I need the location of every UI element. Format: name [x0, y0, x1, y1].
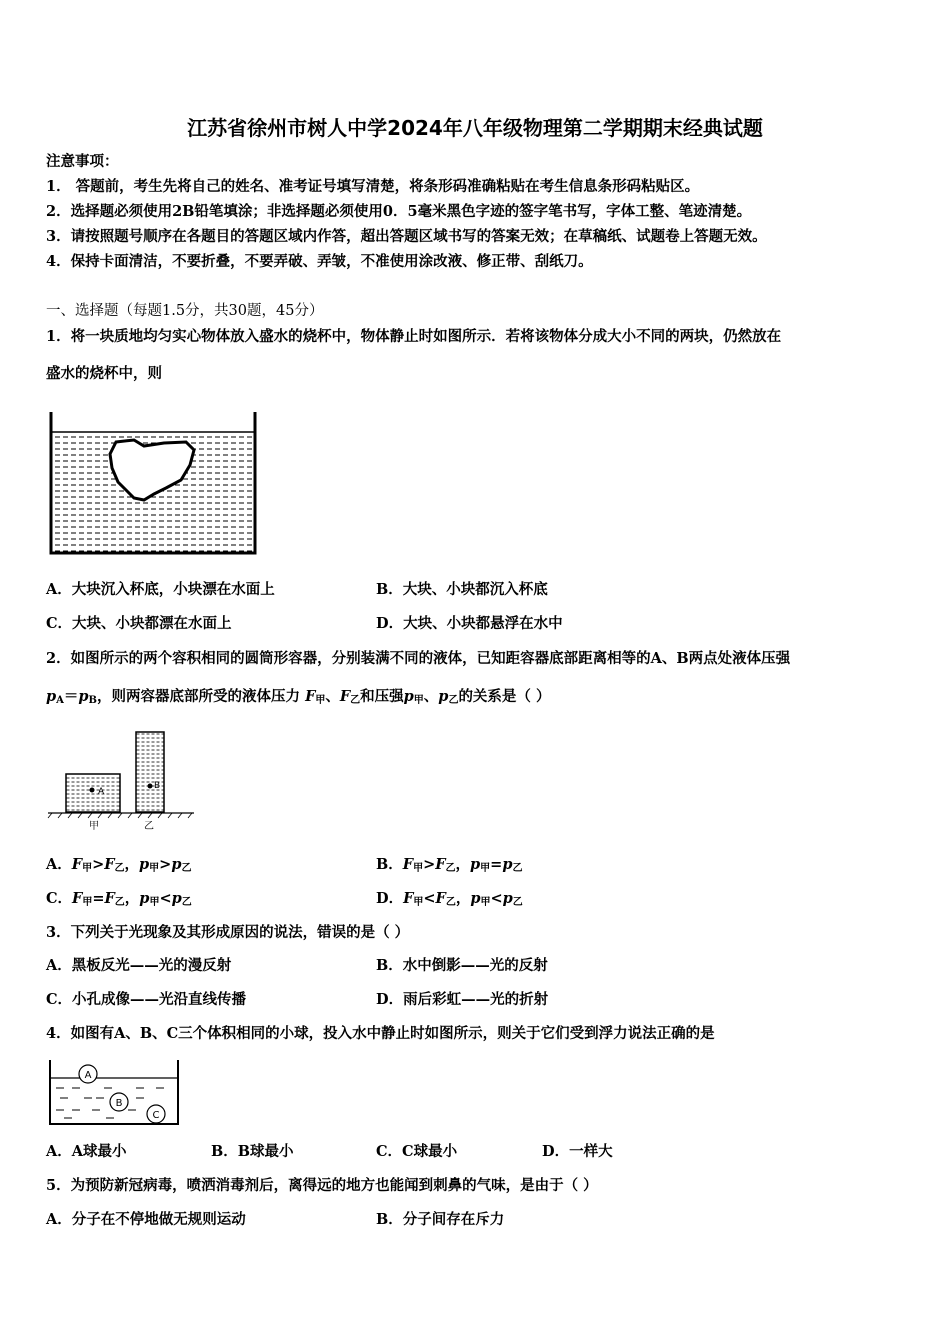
- q3-option-b: B．水中倒影——光的反射: [376, 957, 548, 974]
- q2-option-a: A．$F_甲>F_乙$，$p_甲>p_乙$: [46, 856, 192, 874]
- q4-option-d: D．一样大: [542, 1143, 613, 1160]
- notice-item: 1． 答题前，考生先将自己的姓名、准考证号填写清楚，将条形码准确粘贴在考生信息条形码粘贴区。: [46, 178, 700, 195]
- ball-c-label: C: [152, 1110, 160, 1121]
- ball-b-label: B: [115, 1098, 123, 1109]
- q1-option-b: B．大块、小块都沉入杯底: [376, 581, 548, 598]
- fig-label-b: B: [154, 781, 161, 791]
- q4-option-c: C．C球最小: [376, 1143, 458, 1160]
- q4-balls-figure: [46, 1058, 182, 1128]
- q5-option-a: A．分子在不停地做无规则运动: [46, 1211, 246, 1228]
- q3-stem: 3．下列关于光现象及其形成原因的说法，错误的是（ ）: [46, 924, 410, 941]
- fig-label-a: A: [98, 787, 105, 797]
- q2-stem-line2: $p_A=p_B$，则两容器底部所受的液体压力 $F_甲$、$F_乙$和压强$p_甲$、$p_乙$的关系是（ ）: [46, 688, 551, 706]
- notice-item: 3．请按照题号顺序在各题目的答题区域内作答，超出答题区域书写的答案无效；在草稿纸、试题卷上答题无效。: [46, 228, 767, 245]
- q1-stem-line2: 盛水的烧杯中，则: [46, 365, 162, 382]
- notice-item: 4．保持卡面清洁，不要折叠，不要弄破、弄皱，不准使用涂改液、修正带、刮纸刀。: [46, 253, 593, 270]
- notice-heading: 注意事项：: [46, 153, 119, 170]
- q2-stem-line1: 2．如图所示的两个容积相同的圆筒形容器，分别装满不同的液体，已知距容器底部距离相等的A、B两点处液体压强: [46, 650, 791, 667]
- q3-option-a: A．黑板反光——光的漫反射: [46, 957, 232, 974]
- q1-option-d: D．大块、小块都悬浮在水中: [376, 615, 563, 632]
- q1-option-c: C．大块、小块都漂在水面上: [46, 615, 232, 632]
- q3-option-d: D．雨后彩虹——光的折射: [376, 991, 549, 1008]
- q1-stem-line1: 1．将一块质地均匀实心物体放入盛水的烧杯中，物体静止时如图所示．若将该物体分成大小不同的两块，仍然放在: [46, 328, 782, 345]
- q4-stem: 4．如图有A、B、C三个体积相同的小球，投入水中静止时如图所示，则关于它们受到浮力说法正确的是: [46, 1025, 715, 1042]
- q2-option-c: C．$F_甲=F_乙$，$p_甲<p_乙$: [46, 890, 192, 908]
- fig-label-jia: 甲: [89, 821, 99, 832]
- page-title: 江苏省徐州市树人中学2024年八年级物理第二学期期末经典试题: [187, 116, 763, 140]
- q1-beaker-figure: [46, 410, 260, 556]
- q1-option-a: A．大块沉入杯底，小块漂在水面上: [46, 581, 275, 598]
- fig-label-yi: 乙: [144, 821, 154, 832]
- q2-option-d: D．$F_甲<F_乙$，$p_甲<p_乙$: [376, 890, 523, 908]
- notice-item: 2．选择题必须使用2B铅笔填涂；非选择题必须使用0．5毫米黑色字迹的签字笔书写，字体工整、笔迹清楚。: [46, 203, 752, 220]
- q2-containers-figure: [46, 728, 196, 832]
- q4-option-b: B．B球最小: [211, 1143, 294, 1160]
- q4-option-a: A．A球最小: [46, 1143, 127, 1160]
- q5-option-b: B．分子间存在斥力: [376, 1211, 505, 1228]
- ball-a-label: A: [84, 1070, 92, 1081]
- section-heading: 一、选择题（每题1.5分，共30题，45分）: [46, 303, 324, 319]
- q3-option-c: C．小孔成像——光沿直线传播: [46, 991, 247, 1008]
- q5-stem: 5．为预防新冠病毒，喷洒消毒剂后，离得远的地方也能闻到刺鼻的气味，是由于（ ）: [46, 1177, 598, 1194]
- q2-option-b: B．$F_甲>F_乙$，$p_甲=p_乙$: [376, 856, 523, 874]
